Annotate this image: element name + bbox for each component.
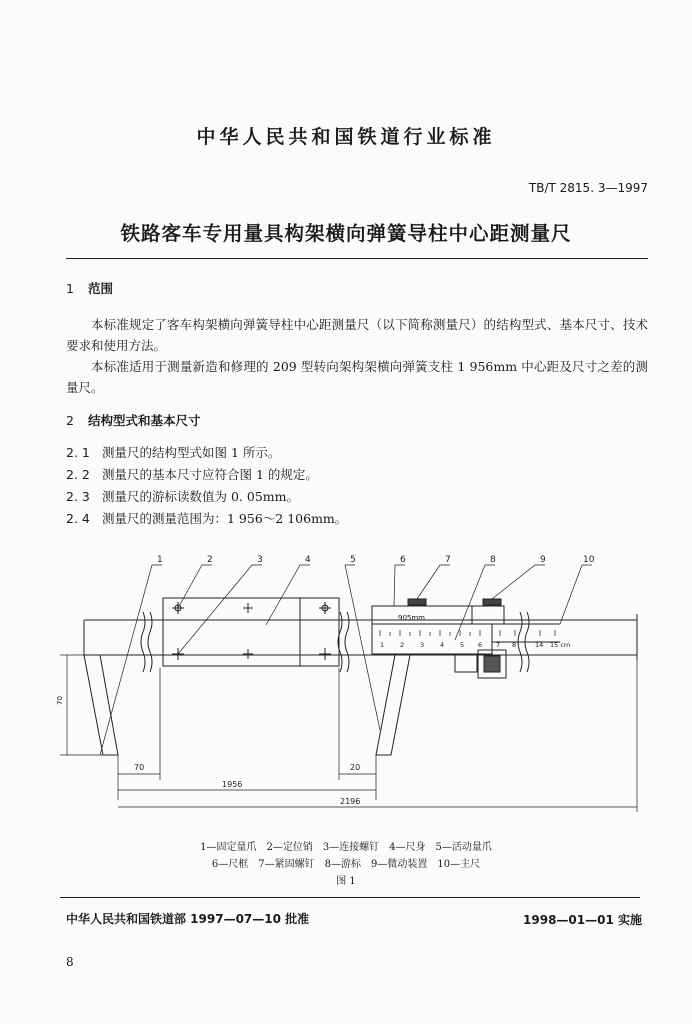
dimension-70: 70 <box>134 763 145 772</box>
implementation-date: 1998—01—01 实施 <box>523 913 642 927</box>
clause-text: 测量尺的游标读数值为 0. 05mm。 <box>102 489 299 504</box>
dimension-vertical: 70 <box>56 696 64 705</box>
dimension-1956: 1956 <box>222 780 243 789</box>
section-1-title: 范围 <box>88 281 114 296</box>
dimension-lines <box>60 655 637 812</box>
scale-ticks <box>380 630 555 636</box>
clause-2-2 <box>66 465 318 483</box>
scale-tick-label: 15 cm <box>550 641 571 649</box>
section-1-heading <box>66 279 113 297</box>
caliper-drawing <box>0 550 692 830</box>
locating-pin-marks <box>172 602 331 660</box>
figure-caption: 图 1 <box>336 876 356 887</box>
section-1-paragraph-1: 本标准规定了客车构架横向弹簧导柱中心距测量尺（以下简称测量尺）的结构型式、基本尺寸、技术要求和使用方法。 <box>66 317 648 353</box>
clause-number: 2. 3 <box>66 489 90 504</box>
scale-tick-label: 5 <box>460 641 465 649</box>
title-rule <box>66 258 648 259</box>
clause-text: 测量尺的测量范围为：1 956～2 106mm。 <box>102 511 348 526</box>
leader-label-10: 10 <box>583 555 595 565</box>
scale-tick-label: 3 <box>420 641 425 649</box>
leader-label-3: 3 <box>257 555 263 565</box>
scale-tick-label: 8 <box>512 641 517 649</box>
clause-number: 2. 2 <box>66 467 90 482</box>
standard-code: TB/T 2815. 3—1997 <box>528 181 648 195</box>
section-1-paragraph-2: 本标准适用于测量新造和修理的 209 型转向架构架横向弹簧支柱 1 956mm 中心距及尺寸之差的测量尺。 <box>66 359 648 395</box>
frame-scale-label: 905mm <box>398 614 425 622</box>
figure-legend-line-1: 1—固定量爪 2—定位销 3—连接螺钉 4—尺身 5—活动量爪 <box>200 842 492 853</box>
scale-tick-label: 1 <box>380 641 385 649</box>
footer-rule <box>60 897 640 898</box>
leader-label-6: 6 <box>400 555 406 565</box>
issuing-organization: 中华人民共和国铁道行业标准 <box>196 126 496 148</box>
leader-lines <box>100 565 592 755</box>
scale-tick-label: 14 <box>535 641 544 649</box>
scale-tick-label: 6 <box>478 641 483 649</box>
clause-number: 2. 1 <box>66 445 90 460</box>
scale-tick-label: 7 <box>496 641 501 649</box>
scale-tick-label: 4 <box>440 641 445 649</box>
dimension-20: 20 <box>350 763 361 772</box>
clause-text: 测量尺的结构型式如图 1 所示。 <box>102 445 281 460</box>
scale-tick-label: 2 <box>400 641 405 649</box>
section-2-number: 2 <box>66 413 74 428</box>
leader-label-9: 9 <box>540 555 546 565</box>
clause-number: 2. 4 <box>66 511 90 526</box>
dimension-2196: 2196 <box>340 797 361 806</box>
leader-label-4: 4 <box>305 555 311 565</box>
figure-legend-line-2: 6—尺框 7—紧固螺钉 8—游标 9—微动装置 10—主尺 <box>211 859 481 870</box>
leader-label-8: 8 <box>490 555 496 565</box>
section-2-title: 结构型式和基本尺寸 <box>88 413 201 428</box>
clause-2-4 <box>66 509 347 527</box>
section-1-number: 1 <box>66 281 74 296</box>
page-number: 8 <box>66 955 74 969</box>
leader-label-5: 5 <box>350 555 356 565</box>
clause-2-3 <box>66 487 299 505</box>
leader-label-7: 7 <box>445 555 451 565</box>
document-title: 铁路客车专用量具构架横向弹簧导柱中心距测量尺 <box>120 222 572 245</box>
leader-label-1: 1 <box>157 555 163 565</box>
leader-label-2: 2 <box>207 555 213 565</box>
clause-text: 测量尺的基本尺寸应符合图 1 的规定。 <box>102 467 318 482</box>
approval-date: 中华人民共和国铁道部 1997—07—10 批准 <box>66 912 310 926</box>
section-2-heading <box>66 411 201 429</box>
clause-2-1 <box>66 443 280 461</box>
